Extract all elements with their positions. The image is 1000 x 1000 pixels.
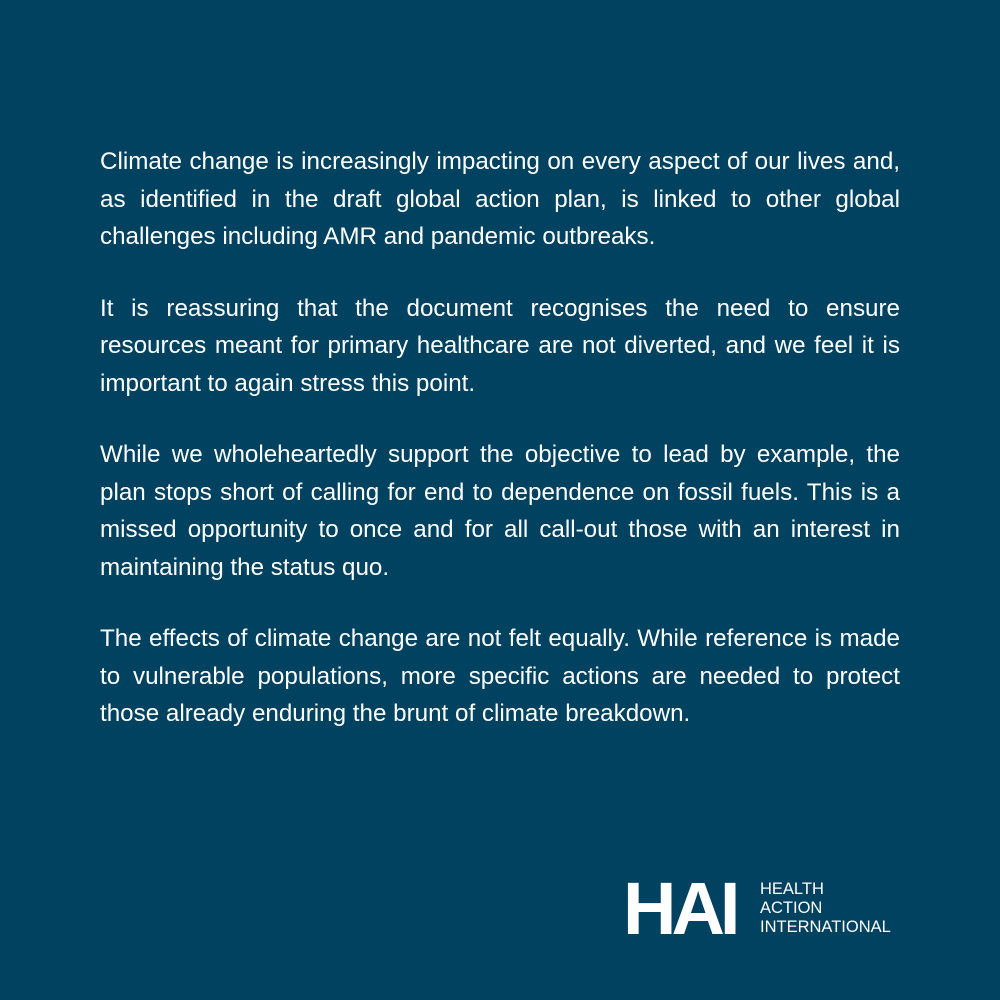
hai-logo <box>623 867 913 950</box>
paragraph-primary-healthcare: It is reassuring that the document recognises the need to ensure resources meant for primary healthcare are not diverted, and we feel it is important to again stress this point. <box>100 294 900 397</box>
logo-line-international: INTERNATIONAL <box>760 918 891 936</box>
paragraph-climate-impact: Climate change is increasingly impacting on every aspect of our lives and, as identified in the draft global action plan, is linked to other global challenges including AMR and pandemic outbreaks. <box>100 148 900 250</box>
paragraph-fossil-fuels: While we wholeheartedly support the objective to lead by example, the plan stops short of calling for end to dependence on fossil fuels. This is a missed opportunity to once and for all call-out those with an interest in maintaining the status quo. <box>100 441 900 581</box>
statement-text <box>100 143 900 733</box>
logo-line-health: HEALTH <box>760 880 824 898</box>
hai-logo-wordmark <box>760 880 891 937</box>
logo-line-action: ACTION <box>760 899 823 917</box>
paragraph-vulnerable-populations: The effects of climate change are not felt equally. While reference is made to vulnerable populations, more specific actions are needed to protect those already enduring the brunt of climate breakdown. <box>100 625 900 727</box>
hai-logo-mark <box>623 867 752 950</box>
hai-logo-letters: HAI <box>623 867 736 950</box>
